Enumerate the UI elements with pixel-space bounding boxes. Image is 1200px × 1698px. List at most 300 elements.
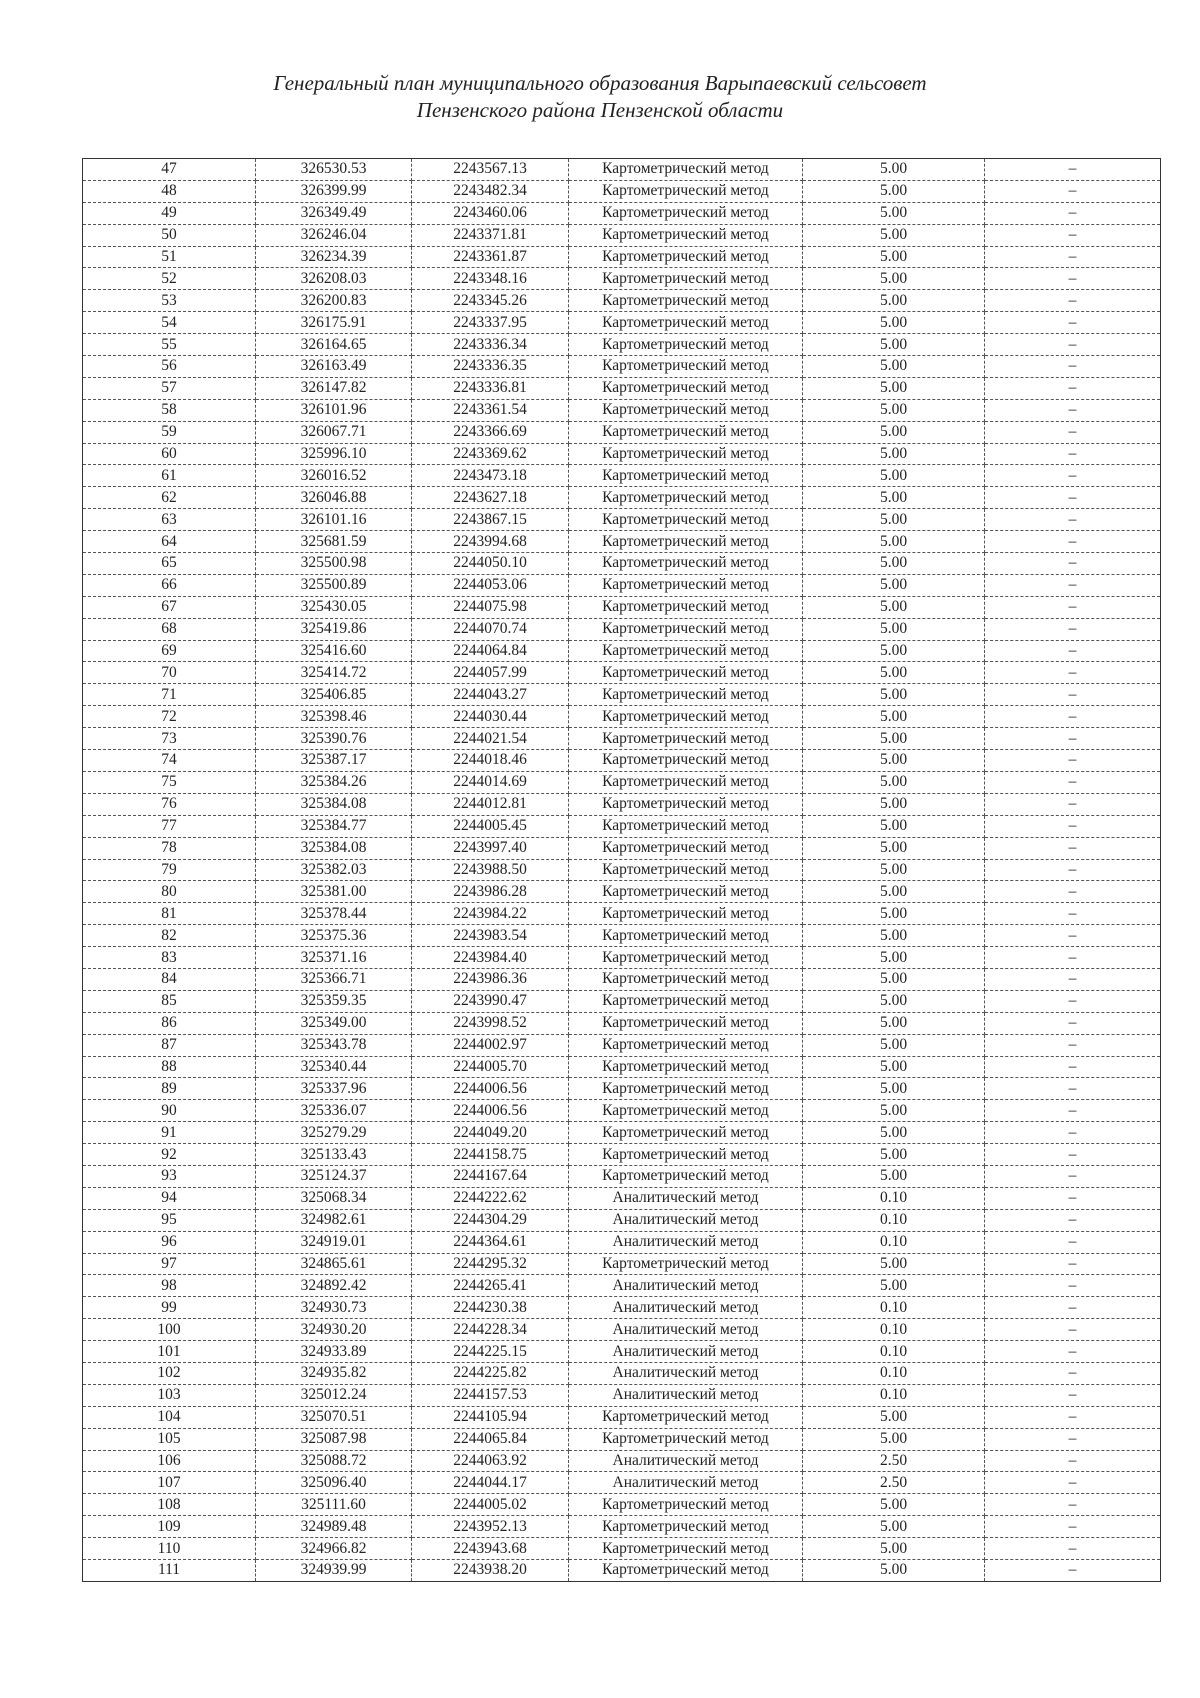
point-number-cell: 78 [83,837,256,859]
table-row [83,662,1161,684]
x-coordinate-cell: 325384.26 [256,771,412,793]
accuracy-cell: 5.00 [803,1560,985,1582]
y-coordinate-cell: 2244005.02 [412,1494,569,1516]
x-coordinate-cell: 325378.44 [256,903,412,925]
method-cell: Картометрический метод [569,443,803,465]
y-coordinate-cell: 2244043.27 [412,684,569,706]
method-cell: Картометрический метод [569,465,803,487]
accuracy-cell: 5.00 [803,1406,985,1428]
accuracy-cell: 5.00 [803,1428,985,1450]
table-row [83,1100,1161,1122]
method-cell: Картометрический метод [569,356,803,378]
y-coordinate-cell: 2243345.26 [412,290,569,312]
x-coordinate-cell: 325419.86 [256,618,412,640]
y-coordinate-cell: 2243990.47 [412,990,569,1012]
x-coordinate-cell: 324966.82 [256,1538,412,1560]
y-coordinate-cell: 2243336.81 [412,377,569,399]
table-row [83,1144,1161,1166]
point-number-cell: 56 [83,356,256,378]
y-coordinate-cell: 2244158.75 [412,1144,569,1166]
y-coordinate-cell: 2244225.82 [412,1362,569,1384]
method-cell: Аналитический метод [569,1384,803,1406]
method-cell: Картометрический метод [569,771,803,793]
note-cell: – [985,356,1161,378]
accuracy-cell: 0.10 [803,1362,985,1384]
method-cell: Картометрический метод [569,268,803,290]
y-coordinate-cell: 2244014.69 [412,771,569,793]
accuracy-cell: 5.00 [803,1012,985,1034]
note-cell: – [985,903,1161,925]
point-number-cell: 89 [83,1078,256,1100]
note-cell: – [985,859,1161,881]
x-coordinate-cell: 325381.00 [256,881,412,903]
note-cell: – [985,1100,1161,1122]
x-coordinate-cell: 325337.96 [256,1078,412,1100]
x-coordinate-cell: 325416.60 [256,640,412,662]
note-cell: – [985,1560,1161,1582]
table-row [83,1341,1161,1363]
table-row [83,1560,1161,1582]
accuracy-cell: 5.00 [803,312,985,334]
x-coordinate-cell: 325390.76 [256,728,412,750]
point-number-cell: 67 [83,596,256,618]
table-row [83,859,1161,881]
point-number-cell: 59 [83,421,256,443]
note-cell: – [985,1231,1161,1253]
point-number-cell: 52 [83,268,256,290]
note-cell: – [985,1275,1161,1297]
accuracy-cell: 5.00 [803,399,985,421]
method-cell: Картометрический метод [569,859,803,881]
method-cell: Картометрический метод [569,1144,803,1166]
x-coordinate-cell: 326164.65 [256,334,412,356]
table-row [83,421,1161,443]
table-row [83,1275,1161,1297]
point-number-cell: 94 [83,1187,256,1209]
x-coordinate-cell: 326530.53 [256,159,412,181]
accuracy-cell: 5.00 [803,487,985,509]
accuracy-cell: 5.00 [803,706,985,728]
x-coordinate-cell: 325111.60 [256,1494,412,1516]
note-cell: – [985,1538,1161,1560]
x-coordinate-cell: 326399.99 [256,180,412,202]
note-cell: – [985,268,1161,290]
table-row [83,1165,1161,1187]
x-coordinate-cell: 326349.49 [256,202,412,224]
x-coordinate-cell: 326046.88 [256,487,412,509]
note-cell: – [985,1362,1161,1384]
table-row [83,990,1161,1012]
x-coordinate-cell: 326101.16 [256,509,412,531]
table-row [83,903,1161,925]
method-cell: Картометрический метод [569,1253,803,1275]
x-coordinate-cell: 325384.77 [256,815,412,837]
point-number-cell: 100 [83,1319,256,1341]
accuracy-cell: 5.00 [803,1122,985,1144]
y-coordinate-cell: 2243336.34 [412,334,569,356]
table-row [83,881,1161,903]
y-coordinate-cell: 2243567.13 [412,159,569,181]
table-row [83,202,1161,224]
table-row [83,947,1161,969]
method-cell: Аналитический метод [569,1231,803,1253]
table-row [83,290,1161,312]
y-coordinate-cell: 2244225.15 [412,1341,569,1363]
y-coordinate-cell: 2243997.40 [412,837,569,859]
method-cell: Картометрический метод [569,377,803,399]
table-row [83,224,1161,246]
table-row [83,268,1161,290]
y-coordinate-cell: 2243473.18 [412,465,569,487]
accuracy-cell: 5.00 [803,1144,985,1166]
note-cell: – [985,925,1161,947]
table-row [83,925,1161,947]
y-coordinate-cell: 2243867.15 [412,509,569,531]
point-number-cell: 55 [83,334,256,356]
accuracy-cell: 5.00 [803,509,985,531]
y-coordinate-cell: 2244222.62 [412,1187,569,1209]
accuracy-cell: 5.00 [803,574,985,596]
point-number-cell: 106 [83,1450,256,1472]
point-number-cell: 93 [83,1165,256,1187]
accuracy-cell: 0.10 [803,1187,985,1209]
method-cell: Картометрический метод [569,968,803,990]
y-coordinate-cell: 2244049.20 [412,1122,569,1144]
note-cell: – [985,1209,1161,1231]
accuracy-cell: 5.00 [803,465,985,487]
note-cell: – [985,202,1161,224]
x-coordinate-cell: 325070.51 [256,1406,412,1428]
accuracy-cell: 2.50 [803,1450,985,1472]
accuracy-cell: 5.00 [803,815,985,837]
accuracy-cell: 0.10 [803,1209,985,1231]
y-coordinate-cell: 2244070.74 [412,618,569,640]
accuracy-cell: 5.00 [803,990,985,1012]
x-coordinate-cell: 324930.73 [256,1297,412,1319]
accuracy-cell: 5.00 [803,1516,985,1538]
x-coordinate-cell: 325375.36 [256,925,412,947]
note-cell: – [985,290,1161,312]
note-cell: – [985,421,1161,443]
table-row [83,1384,1161,1406]
table-row [83,1078,1161,1100]
accuracy-cell: 5.00 [803,968,985,990]
method-cell: Картометрический метод [569,1165,803,1187]
accuracy-cell: 5.00 [803,684,985,706]
note-cell: – [985,399,1161,421]
accuracy-cell: 0.10 [803,1384,985,1406]
method-cell: Картометрический метод [569,990,803,1012]
note-cell: – [985,640,1161,662]
point-number-cell: 62 [83,487,256,509]
method-cell: Картометрический метод [569,1428,803,1450]
x-coordinate-cell: 325398.46 [256,706,412,728]
table-row [83,1494,1161,1516]
method-cell: Картометрический метод [569,837,803,859]
accuracy-cell: 5.00 [803,947,985,969]
x-coordinate-cell: 326246.04 [256,224,412,246]
x-coordinate-cell: 326175.91 [256,312,412,334]
method-cell: Картометрический метод [569,487,803,509]
y-coordinate-cell: 2244006.56 [412,1078,569,1100]
accuracy-cell: 5.00 [803,531,985,553]
note-cell: – [985,509,1161,531]
note-cell: – [985,837,1161,859]
table-row [83,356,1161,378]
method-cell: Картометрический метод [569,596,803,618]
point-number-cell: 47 [83,159,256,181]
note-cell: – [985,1384,1161,1406]
method-cell: Картометрический метод [569,399,803,421]
x-coordinate-cell: 326200.83 [256,290,412,312]
table-row [83,771,1161,793]
x-coordinate-cell: 325124.37 [256,1165,412,1187]
point-number-cell: 96 [83,1231,256,1253]
table-row [83,815,1161,837]
note-cell: – [985,487,1161,509]
point-number-cell: 109 [83,1516,256,1538]
table-row [83,246,1161,268]
point-number-cell: 77 [83,815,256,837]
point-number-cell: 51 [83,246,256,268]
x-coordinate-cell: 325343.78 [256,1034,412,1056]
y-coordinate-cell: 2244012.81 [412,793,569,815]
method-cell: Картометрический метод [569,290,803,312]
x-coordinate-cell: 325382.03 [256,859,412,881]
x-coordinate-cell: 325340.44 [256,1056,412,1078]
method-cell: Картометрический метод [569,531,803,553]
y-coordinate-cell: 2243986.36 [412,968,569,990]
table-row [83,750,1161,772]
table-row [83,159,1161,181]
x-coordinate-cell: 325371.16 [256,947,412,969]
point-number-cell: 68 [83,618,256,640]
y-coordinate-cell: 2244304.29 [412,1209,569,1231]
x-coordinate-cell: 326147.82 [256,377,412,399]
y-coordinate-cell: 2244044.17 [412,1472,569,1494]
y-coordinate-cell: 2243938.20 [412,1560,569,1582]
point-number-cell: 85 [83,990,256,1012]
table-row [83,553,1161,575]
note-cell: – [985,465,1161,487]
note-cell: – [985,1253,1161,1275]
method-cell: Картометрический метод [569,574,803,596]
accuracy-cell: 0.10 [803,1341,985,1363]
document-header [80,70,1120,124]
table-row [83,1406,1161,1428]
y-coordinate-cell: 2244157.53 [412,1384,569,1406]
method-cell: Картометрический метод [569,947,803,969]
accuracy-cell: 0.10 [803,1319,985,1341]
table-row [83,706,1161,728]
y-coordinate-cell: 2243482.34 [412,180,569,202]
x-coordinate-cell: 325384.08 [256,837,412,859]
table-row [83,1538,1161,1560]
table-row [83,1362,1161,1384]
note-cell: – [985,553,1161,575]
point-number-cell: 103 [83,1384,256,1406]
method-cell: Картометрический метод [569,1012,803,1034]
note-cell: – [985,1122,1161,1144]
table-row [83,728,1161,750]
note-cell: – [985,596,1161,618]
y-coordinate-cell: 2243336.35 [412,356,569,378]
y-coordinate-cell: 2243366.69 [412,421,569,443]
accuracy-cell: 5.00 [803,662,985,684]
table-row [83,1253,1161,1275]
note-cell: – [985,159,1161,181]
x-coordinate-cell: 326016.52 [256,465,412,487]
point-number-cell: 58 [83,399,256,421]
accuracy-cell: 5.00 [803,793,985,815]
point-number-cell: 74 [83,750,256,772]
note-cell: – [985,793,1161,815]
method-cell: Картометрический метод [569,1034,803,1056]
table-row [83,596,1161,618]
coordinates-table-body [83,159,1161,1582]
note-cell: – [985,1056,1161,1078]
point-number-cell: 60 [83,443,256,465]
point-number-cell: 108 [83,1494,256,1516]
point-number-cell: 49 [83,202,256,224]
y-coordinate-cell: 2244230.38 [412,1297,569,1319]
y-coordinate-cell: 2243369.62 [412,443,569,465]
y-coordinate-cell: 2243988.50 [412,859,569,881]
note-cell: – [985,531,1161,553]
table-row [83,1319,1161,1341]
accuracy-cell: 2.50 [803,1472,985,1494]
y-coordinate-cell: 2244005.70 [412,1056,569,1078]
accuracy-cell: 5.00 [803,246,985,268]
note-cell: – [985,1078,1161,1100]
method-cell: Картометрический метод [569,684,803,706]
x-coordinate-cell: 325500.98 [256,553,412,575]
y-coordinate-cell: 2243337.95 [412,312,569,334]
y-coordinate-cell: 2244021.54 [412,728,569,750]
table-row [83,377,1161,399]
y-coordinate-cell: 2243983.54 [412,925,569,947]
point-number-cell: 76 [83,793,256,815]
table-row [83,465,1161,487]
y-coordinate-cell: 2244002.97 [412,1034,569,1056]
point-number-cell: 61 [83,465,256,487]
y-coordinate-cell: 2244167.64 [412,1165,569,1187]
note-cell: – [985,1341,1161,1363]
accuracy-cell: 5.00 [803,728,985,750]
x-coordinate-cell: 325387.17 [256,750,412,772]
point-number-cell: 84 [83,968,256,990]
y-coordinate-cell: 2243984.40 [412,947,569,969]
accuracy-cell: 5.00 [803,553,985,575]
note-cell: – [985,180,1161,202]
table-row [83,684,1161,706]
accuracy-cell: 5.00 [803,356,985,378]
table-row [83,531,1161,553]
method-cell: Картометрический метод [569,1056,803,1078]
point-number-cell: 90 [83,1100,256,1122]
note-cell: – [985,574,1161,596]
accuracy-cell: 5.00 [803,334,985,356]
y-coordinate-cell: 2244018.46 [412,750,569,772]
point-number-cell: 57 [83,377,256,399]
table-row [83,1056,1161,1078]
x-coordinate-cell: 325336.07 [256,1100,412,1122]
method-cell: Аналитический метод [569,1450,803,1472]
accuracy-cell: 0.10 [803,1231,985,1253]
x-coordinate-cell: 325279.29 [256,1122,412,1144]
note-cell: – [985,334,1161,356]
accuracy-cell: 5.00 [803,224,985,246]
y-coordinate-cell: 2243627.18 [412,487,569,509]
table-row [83,1297,1161,1319]
y-coordinate-cell: 2243986.28 [412,881,569,903]
x-coordinate-cell: 324865.61 [256,1253,412,1275]
point-number-cell: 81 [83,903,256,925]
y-coordinate-cell: 2244265.41 [412,1275,569,1297]
point-number-cell: 110 [83,1538,256,1560]
x-coordinate-cell: 325359.35 [256,990,412,1012]
point-number-cell: 71 [83,684,256,706]
y-coordinate-cell: 2244364.61 [412,1231,569,1253]
x-coordinate-cell: 325681.59 [256,531,412,553]
method-cell: Картометрический метод [569,180,803,202]
note-cell: – [985,750,1161,772]
note-cell: – [985,1516,1161,1538]
note-cell: – [985,815,1161,837]
y-coordinate-cell: 2244053.06 [412,574,569,596]
x-coordinate-cell: 325430.05 [256,596,412,618]
point-number-cell: 104 [83,1406,256,1428]
x-coordinate-cell: 325500.89 [256,574,412,596]
note-cell: – [985,1034,1161,1056]
accuracy-cell: 5.00 [803,596,985,618]
y-coordinate-cell: 2244105.94 [412,1406,569,1428]
note-cell: – [985,377,1161,399]
x-coordinate-cell: 325406.85 [256,684,412,706]
point-number-cell: 80 [83,881,256,903]
note-cell: – [985,947,1161,969]
point-number-cell: 111 [83,1560,256,1582]
method-cell: Картометрический метод [569,1406,803,1428]
x-coordinate-cell: 325068.34 [256,1187,412,1209]
accuracy-cell: 5.00 [803,377,985,399]
table-row [83,1122,1161,1144]
x-coordinate-cell: 326101.96 [256,399,412,421]
point-number-cell: 98 [83,1275,256,1297]
y-coordinate-cell: 2243460.06 [412,202,569,224]
y-coordinate-cell: 2243943.68 [412,1538,569,1560]
method-cell: Картометрический метод [569,509,803,531]
note-cell: – [985,1450,1161,1472]
method-cell: Картометрический метод [569,618,803,640]
y-coordinate-cell: 2244063.92 [412,1450,569,1472]
y-coordinate-cell: 2243348.16 [412,268,569,290]
y-coordinate-cell: 2244065.84 [412,1428,569,1450]
point-number-cell: 95 [83,1209,256,1231]
note-cell: – [985,1297,1161,1319]
accuracy-cell: 5.00 [803,421,985,443]
x-coordinate-cell: 324933.89 [256,1341,412,1363]
method-cell: Картометрический метод [569,334,803,356]
method-cell: Картометрический метод [569,925,803,947]
table-row [83,1231,1161,1253]
note-cell: – [985,618,1161,640]
note-cell: – [985,443,1161,465]
coordinates-table [82,158,1161,1582]
point-number-cell: 97 [83,1253,256,1275]
method-cell: Картометрический метод [569,1122,803,1144]
note-cell: – [985,771,1161,793]
